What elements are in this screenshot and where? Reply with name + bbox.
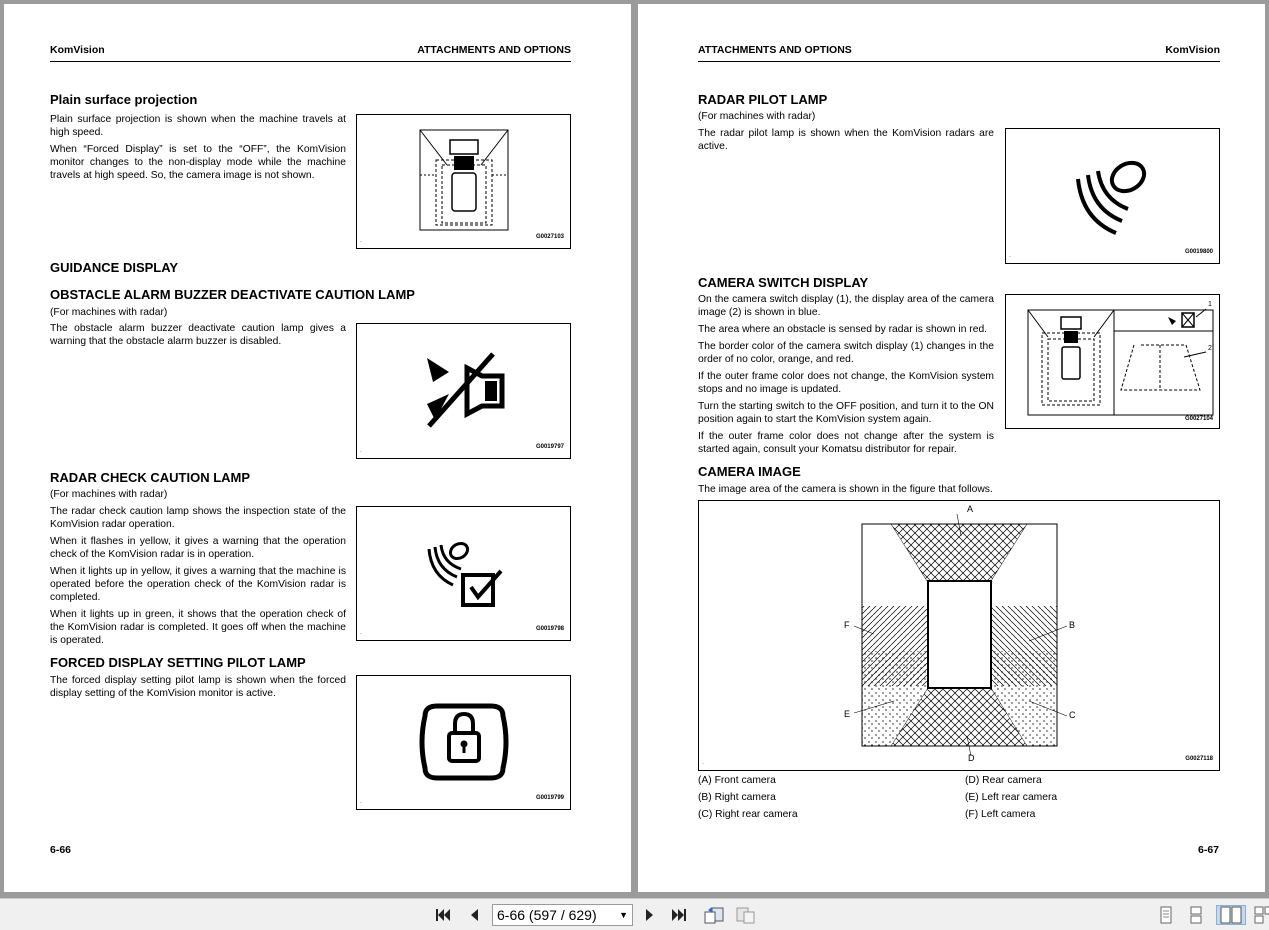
section-title: CAMERA IMAGE (698, 464, 801, 479)
previous-view-button[interactable] (702, 905, 726, 925)
callout-1: 1 (1208, 301, 1212, 308)
page-number-value: 6-66 (597 / 629) (497, 907, 597, 923)
camera-image-figure: A B C D E F G0027118 · (698, 500, 1220, 771)
paragraph: The forced display setting pilot lamp is shown when the forced display setting of the KomVision monitor is active. (50, 675, 346, 699)
page-number: 6-67 (1198, 844, 1220, 856)
forced-display-figure: G0019799 · (356, 675, 571, 810)
figure-code: G0027118 (1185, 756, 1213, 762)
section-body (50, 113, 346, 186)
section-title: Plain surface projection (50, 92, 198, 107)
label-d: D (968, 753, 975, 763)
guidance-title: GUIDANCE DISPLAY (50, 260, 179, 275)
paragraph: The radar pilot lamp is shown when the KomVision radars are active. (698, 128, 994, 152)
section-title: RADAR PILOT LAMP (698, 92, 828, 107)
right-page (638, 4, 1265, 892)
next-page-icon (644, 907, 656, 923)
paragraph: The image area of the camera is shown in the figure that follows. (698, 484, 993, 495)
facing-button[interactable] (1216, 905, 1246, 925)
header-right: ATTACHMENTS AND OPTIONS (417, 44, 571, 56)
paragraph: When “Forced Display” is set to the “OFF”, the KomVision monitor changes to the non-display mode while the machine travels at high speed. So, the camera image is not shown. (50, 144, 346, 181)
paragraph: Turn the starting switch to the OFF position, and turn it to the ON position again to start the KomVision system again. (698, 401, 994, 425)
page-header (698, 42, 1220, 62)
section-note: (For machines with radar) (50, 489, 168, 500)
camera-switch-diagram (1006, 295, 1219, 428)
continuous-button[interactable] (1186, 905, 1206, 925)
viewer-toolbar (0, 898, 1269, 930)
header-left: ATTACHMENTS AND OPTIONS (698, 44, 852, 56)
label-e: E (844, 709, 851, 719)
label-f: F (844, 620, 850, 630)
section-body (50, 505, 346, 651)
callout-2: 2 (1208, 345, 1212, 352)
left-page (4, 4, 631, 892)
paragraph: When it lights up in green, it shows that the operation check of the KomVision radar is completed. It goes off when the machine is operated. (50, 609, 346, 646)
single-page-icon (1159, 906, 1173, 924)
section-title: RADAR CHECK CAUTION LAMP (50, 470, 251, 485)
caption-right-rear-camera: (C) Right rear camera (698, 809, 798, 820)
prev-page-button[interactable] (464, 905, 484, 925)
caption-left-camera: (F) Left camera (965, 809, 1036, 820)
paragraph: When it lights up in yellow, it gives a warning that the machine is operated before the operation check of the KomVision radar is completed. (50, 566, 346, 603)
label-b: B (1069, 620, 1076, 630)
lock-display-icon (357, 676, 570, 809)
radar-pilot-icon (1006, 129, 1219, 263)
label-a: A (967, 504, 974, 514)
paragraph: On the camera switch display (1), the display area of the camera image (2) is shown in blue. (698, 294, 994, 318)
figure-code: G0027103 (535, 234, 564, 240)
radar-pilot-figure: G0019800 · (1005, 128, 1220, 264)
first-page-button[interactable] (432, 905, 454, 925)
caption-front-camera: (A) Front camera (698, 775, 776, 786)
figure-code: G0019799 (535, 795, 564, 801)
last-page-button[interactable] (668, 905, 690, 925)
section-body (698, 483, 1098, 500)
paragraph: When it flashes in yellow, it gives a warning that the operation check of the KomVision radar is in operation. (50, 536, 346, 560)
buzzer-off-icon (357, 324, 570, 458)
next-view-icon (735, 906, 757, 924)
caption-right-camera: (B) Right camera (698, 792, 776, 803)
continuous-facing-button[interactable] (1252, 905, 1269, 925)
plain-surface-figure: G0027103 · (356, 114, 571, 249)
header-right: KomVision (1165, 44, 1220, 56)
continuous-facing-icon (1253, 906, 1269, 924)
page-number-select[interactable] (492, 904, 633, 926)
section-body (50, 322, 346, 352)
continuous-icon (1189, 906, 1203, 924)
section-title: FORCED DISPLAY SETTING PILOT LAMP (50, 655, 306, 670)
paragraph: Plain surface projection is shown when the machine travels at high speed. (50, 114, 346, 138)
caption-left-rear-camera: (E) Left rear camera (965, 792, 1058, 803)
radar-check-icon (357, 507, 570, 640)
section-note: (For machines with radar) (50, 307, 168, 318)
camera-coverage-diagram (699, 501, 1219, 770)
figure-code: G0019798 (535, 626, 564, 632)
radar-check-figure: G0019798 · (356, 506, 571, 641)
label-c: C (1069, 710, 1076, 720)
paragraph: The obstacle alarm buzzer deactivate caution lamp gives a warning that the obstacle alarm buzzer is disabled. (50, 323, 346, 347)
section-body (698, 127, 994, 157)
page-header (50, 42, 571, 62)
section-note: (For machines with radar) (698, 111, 816, 122)
figure-code: G0019800 (1184, 249, 1213, 255)
section-title: OBSTACLE ALARM BUZZER DEACTIVATE CAUTION LAMP (50, 287, 415, 302)
buzzer-deactivate-figure: G0019797 · (356, 323, 571, 459)
figure-code: G0027104 (1184, 416, 1213, 422)
paragraph: The radar check caution lamp shows the inspection state of the KomVision radar operation. (50, 506, 346, 530)
section-body (698, 293, 994, 460)
page-number: 6-66 (50, 844, 72, 856)
previous-view-icon (703, 906, 725, 924)
camera-switch-figure (1005, 294, 1220, 429)
first-page-icon (434, 907, 452, 923)
next-view-button[interactable] (734, 905, 758, 925)
figure-code: G0019797 (535, 444, 564, 450)
header-left: KomVision (50, 44, 105, 56)
caption-rear-camera: (D) Rear camera (965, 775, 1042, 786)
facing-icon (1219, 906, 1243, 924)
paragraph: If the outer frame color does not change after the system is started again, consult your Komatsu distributor for repair. (698, 431, 994, 455)
prev-page-icon (468, 907, 480, 923)
single-page-button[interactable] (1156, 905, 1176, 925)
section-title: CAMERA SWITCH DISPLAY (698, 275, 869, 290)
paragraph: The area where an obstacle is sensed by radar is shown in red. (698, 324, 988, 335)
chevron-down-icon: ▼ (619, 910, 628, 920)
plain-surface-diagram (357, 115, 570, 248)
last-page-icon (670, 907, 688, 923)
section-body (50, 674, 346, 704)
next-page-button[interactable] (640, 905, 660, 925)
paragraph: The border color of the camera switch display (1) changes in the order of no color, orange, and red. (698, 341, 994, 365)
paragraph: If the outer frame color does not change, the KomVision system stops and no image is updated. (698, 371, 994, 395)
